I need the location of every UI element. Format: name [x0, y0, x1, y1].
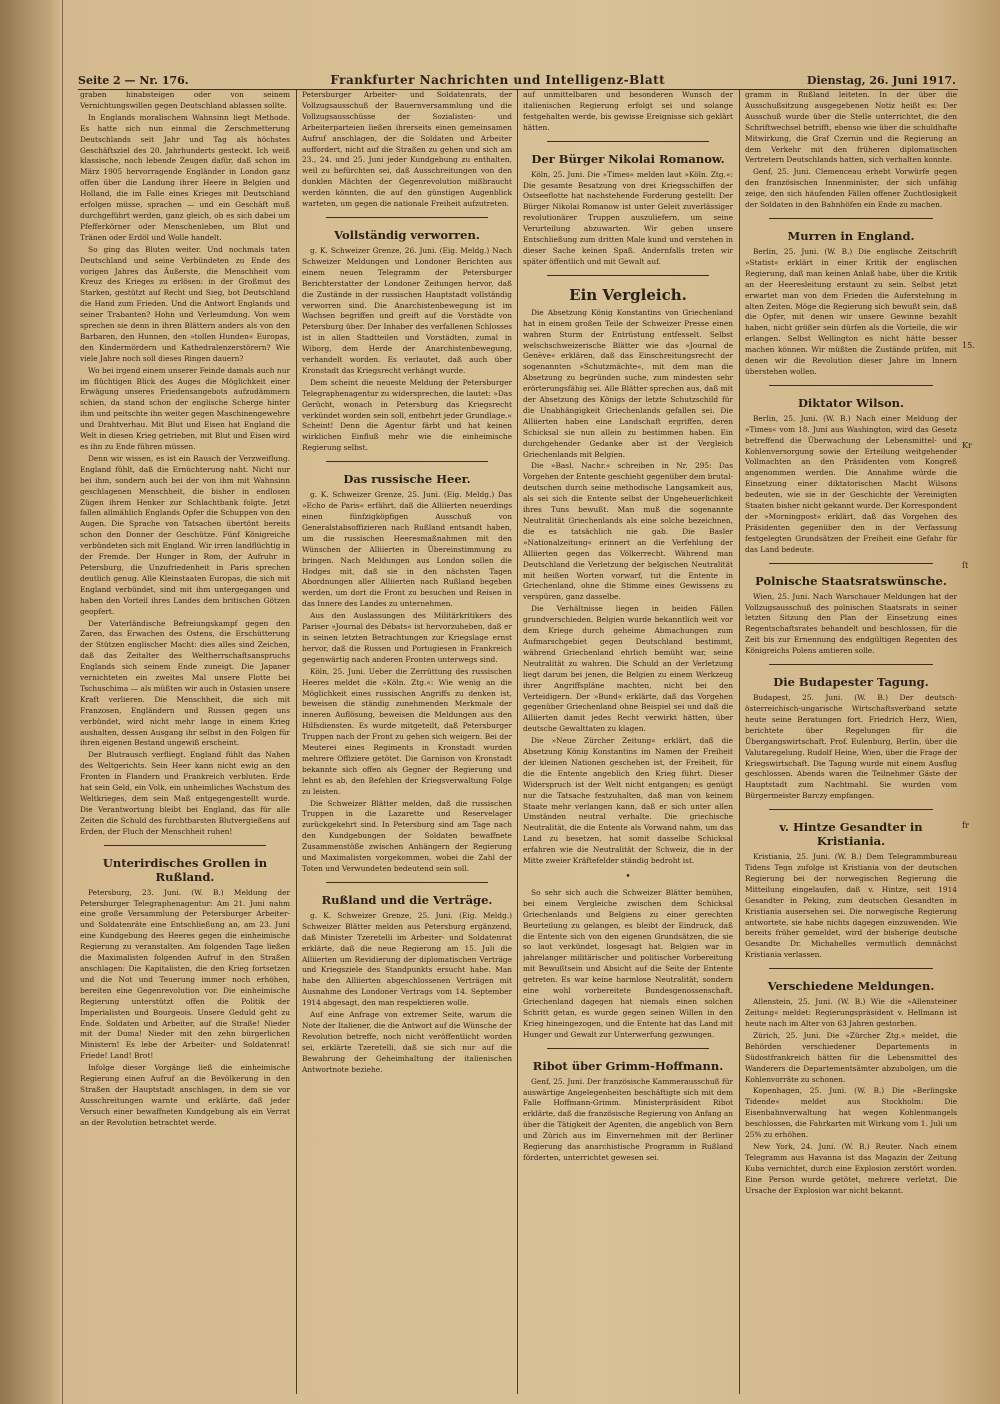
article-headline: Polnische Staatsratswünsche. [755, 573, 947, 588]
section-rule [769, 218, 933, 219]
article-headline: Der Bürger Nikolai Romanow. [531, 151, 725, 166]
article-headline: Verschiedene Meldungen. [767, 979, 935, 994]
paragraph: Aus den Auslassungen des Militärkritikers des Pariser »Journal des Débats« ist hervorzuheben, daß er in seinen letzten Betrachtungen zur Kriegslage ernst hervor, daß die Russen und Portugiesen in Frankreich gegenwärtig nach anderen Fronten unterwegs sind. [302, 611, 512, 664]
paragraph: auf unmittelbaren und besonderen Wunsch der italienischen Regierung erfolgt sei und solange festgehalten werde, bis gewisse Ereignisse sich geklärt hätten. [523, 90, 733, 132]
page-header [78, 70, 956, 90]
header-masthead: Frankfurter Nachrichten und Intelligenz-Blatt [330, 73, 666, 87]
section-rule [769, 385, 933, 386]
section-rule [547, 275, 709, 276]
paragraph: gramm in Rußland leiteten. In der über die Ausschußsitzung ausgegebenen Notiz heißt es: Der Ausschuß wurde über die Stelle unterrichtet, die den Schriftwechsel betrifft, ebenso wie über die schuldhafte Mitwirkung, die Graf Czernin und die Regierung an dem Verkehr mit den früheren diplomatischen Vertretern Deutschlands hatten, sich verhalten konnte. [745, 90, 957, 165]
column-separator [739, 90, 740, 1394]
paragraph: Kopenhagen, 25. Juni. (W. B.) Die »Berlingske Tidende« meldet aus Stockholm: Die Eisenbahnverwaltung hat wegen Kohlenmangels beschlossen, die Fahrkarten mit Wirkung vom 1. Juli um 25% zu erhöhen. [745, 1086, 957, 1140]
paragraph: Die Verhältnisse liegen in beiden Fällen grundverschieden. Belgien wurde bekanntlich weit vor dem Kriege durch geheime Abmachungen zum Aufmarschgebiet gegen Deutschland bestimmt, während Griechenland ehrlich bemüht war, seine Neutralität zu wahren. Die Schuld an der Verletzung liegt darum bei jenen, die Belgien zu einem Werkzeug ihrer Angriffspläne machten, nicht bei den Verteidigern. Der »Bund« erklärte, daß das Vorgehen gegenüber Griechenland ohne Beispiel sei und daß die Alliierten damit jedes Recht verwirkt hätten, über deutsche Gewalttaten zu klagen. [523, 604, 733, 734]
margin-fragment: ſt [962, 561, 969, 570]
section-rule [547, 1048, 709, 1049]
section-bullet: • [625, 872, 631, 882]
section-rule [769, 664, 933, 665]
paragraph: Die Schweizer Blätter melden, daß die russischen Truppen in die Lazarette und Reservelager zurückgekehrt sind. In Petersburg sind am Tage nach den Kundgebungen der Soldaten bewaffnete Zusammenstöße zwischen Anhängern der Regierung und Maximalisten vorgekommen, wobei die Zahl der Toten und Verwundeten bedeutend sein soll. [302, 798, 512, 873]
paragraph: Genf, 25. Juni. Clemenceau erhebt Vorwürfe gegen den französischen Innenminister, der sich unfähig zeige, den sich häufenden Fällen offener Zuchtlosigkeit der Soldaten in den Bahnhöfen ein Ende zu machen. [745, 167, 957, 210]
paragraph: So ging das Bluten weiter. Und nochmals taten Deutschland und seine Verbündeten zu Ende des vorigen Jahres das Äußerste, die Menschheit vom Kreuz des Krieges zu erlösen: in der Großmut des Starken, gestützt auf Recht und Sieg, bot Deutschland die Hand zum Frieden. Und die Antwort Englands und seiner Trabanten? Hohn und Verleumdung. Von wem sprechen sie denn in ihren Blättern anders als von den Barbaren, den Hunnen, den »tollen Hunden« Europas, den Kindermördern und Kathedralenzerstörern? Wie viele Jahre noch soll dieses Ringen dauern? [80, 244, 290, 363]
paragraph: Denn wir wissen, es ist ein Rausch der Verzweiflung. England fühlt, daß die Ernüchterung naht. Nicht nur bei ihm, sondern auch bei der von ihm mit Wahnsinn geschlagenen Menschheit, die bisher in endlosen Zügen ihrem Henker zur Schlachtbank folgte. Jetzt fallen allmählich Englands Opfer die Schuppen von den Augen. Die Sprache von Tatsachen übertönt bereits schon den Donner der Geschütze. Fünf Königreiche verbündeten sich mit England. Wir irren landflüchtig in der Fremde. Der Hunger in Rom, der Aufruhr in Petersburg, die Unzufriedenheit in Paris sprechen deutlich genug. Alle Kleinstaaten Europas, die sich mit England verbündet, sind mit ihm untergegangen und haben den Vorteil ihres Landes dem britischen Götzen geopfert. [80, 453, 290, 616]
book-binding [0, 0, 63, 1404]
paragraph: Der Vaterländische Befreiungskampf gegen den Zaren, das Erwachen des Ostens, die Erschütterung der Stützen englischer Macht: dies alles sind Zeichen, daß das Zeitalter des Weltherrschaftsanspruchs Englands sich seinem Ende zuneigt. Die Japaner vernichteten ein zweites Mal unsere Flotte bei Tschuschima — als müßten wir auch in Ostasien unsere Kraft verlieren. Die Menschheit, die sich mit Franzosen, Engländern und Russen gegen uns verbündet, wird nicht mehr lange in einem Krieg aushalten, dessen Ausgang ihr selbst in den Folgen für ihren eigenen Bestand ungewiß erscheint. [80, 618, 290, 748]
paragraph: Dem scheint die neueste Meldung der Petersburger Telegraphenagentur zu widersprechen, die lautet: »Das Gerücht, wonach in Petersburg das Kriegsrecht verkündet worden sein soll, entbehrt jeder Grundlage.« Scheint! Denn die Agentur färbt und hat keinen wirklichen Einfluß mehr wie die einheimische Regierung selbst. [302, 377, 512, 453]
paragraph: Allenstein, 25. Juni. (W. B.) Wie die »Allensteiner Zeitung« meldet: Regierungspräsident v. Hellmann ist heute nach im Alter von 63 Jahren gestorben. [745, 997, 957, 1028]
column-1 [80, 90, 290, 1396]
paragraph: graben hinabsteigen oder von seinem Vernichtungswillen gegen Deutschland ablassen sollte. [80, 90, 290, 110]
article-headline: Diktator Wilson. [797, 395, 905, 410]
article-headline: Ein Vergleich. [569, 285, 687, 304]
header-date: Dienstag, 26. Juni 1917. [806, 73, 956, 87]
header-page-number: Seite 2 — Nr. 176. [78, 73, 189, 87]
column-separator [517, 90, 518, 1394]
article-headline: Das russische Heer. [343, 472, 471, 487]
paragraph: Auf eine Anfrage von extremer Seite, warum die Note der Italiener, die die Antwort auf die Wünsche der Revolution betreffe, noch nicht veröffentlicht worden sei, erklärte Tzeretelli, daß sie sich nur auf die Bewahrung der Geheimhaltung der italienischen Antwortnote beziehe. [302, 1010, 512, 1074]
paragraph: Infolge dieser Vorgänge ließ die einheimische Regierung einen Aufruf an die Bevölkerung in den Straßen der Hauptstadt anschlagen, in dem sie vor Ausschreitungen warnte und erklärte, daß jeder Versuch einer bewaffneten Kundgebung als ein Verrat an der Revolution betrachtet werde. [80, 1063, 290, 1127]
article-headline: Ribot über Grimm-Hoffmann. [532, 1058, 724, 1073]
paragraph: Wien, 25. Juni. Nach Warschauer Meldungen hat der Vollzugsausschuß des polnischen Staatsrats in seiner letzten Sitzung den Plan der Einsetzung eines Regentschaftsrates behandelt und beschlossen, für die Zeit bis zur Ernennung des endgültigen Regenten des Königreichs Polens amtieren solle. [745, 591, 957, 656]
paragraph: Die Absetzung König Konstantins von Griechenland hat in einem großen Teile der Schweizer Presse einen wahren Sturm der Entrüstung entfesselt. Selbst welschschweizerische Blätter wie das »Journal de Genève« erklären, daß das Einschreitungsrecht der sogenannten »Schutzmächte«, mit dem man die Absetzung zu begründen suche, zum mindesten sehr erörterungsfähig sei. Alle Blätter sprechen aus, daß mit der Absetzung des Königs der letzte Schutzschild für die Unabhängigkeit Griechenlands gefallen sei. Die Alliierten haben eine Landschaft ergriffen, deren Schicksal sie nun allein zu bestimmen haben. Ein durchgehender Gedanke aber ist der Vergleich Griechenlands mit Belgien. [523, 307, 733, 459]
column-4 [745, 90, 957, 1396]
column-3 [523, 90, 733, 1396]
article-headline: Vollständig verworren. [334, 227, 480, 242]
paragraph: Budapest, 25. Juni. (W. B.) Der deutsch-österreichisch-ungarische Wirtschaftsverband setzte heute seine Beratungen fort. Friedrich Herz, Wien, berichtete über Regelungen für die Übergangswirtschaft. Prof. Eulenburg, Berlin, über die Valutaregelung. Rudolf Heine, Wien, über die Frage der Kriegswirtschaft. Die Tagung wurde mit einem Ausflug geschlossen. Abends waren die Teilnehmer Gäste der Hauptstadt zum Nachtmahl. Sie wurden vom Bürgermeister Barczy empfangen. [745, 693, 957, 801]
section-rule [326, 217, 488, 218]
column-separator [296, 90, 297, 1394]
article-headline: Murren in England. [787, 228, 915, 243]
section-rule [104, 845, 266, 846]
paragraph: New York, 24. Juni. (W. B.) Reuter. Nach einem Telegramm aus Havanna ist das Magazin der Zeitung Kuba vernichtet, durch eine Explosion zerstört worden. Eine Person wurde getötet, mehrere verletzt. Die Ursache der Explosion war nicht bekannt. [745, 1141, 957, 1195]
paragraph: Berlin, 25. Juni. (W. B.) Nach einer Meldung der »Times« vom 18. Juni aus Washington, wird das Gesetz betreffend die Überwachung der Lebensmittel- und Kohlenversorgung sowie der Erteilung weitgehender Vollmachten an den Präsidenten vom Kongreß angenommen werden. Die Annahme würde die Einsetzung einer diktatorischen Macht Wilsons bedeuten, wie sie in der Geschichte der Vereinigten Staaten bisher nicht gekannt wurde. Der Korrespondent der »Morningpost« erklärt, daß das Vorgehen des Präsidenten gegenüber den in der Verfassung festgelegten Grundsätzen der Freiheit eine Gefahr für das Land bedeute. [745, 413, 957, 554]
paragraph: So sehr sich auch die Schweizer Blätter bemühen, bei einem Vergleiche zwischen dem Schicksal Griechenlands und Belgiens zu einer gerechten Beurteilung zu gelangen, es bleibt der Eindruck, daß die Entente sich von den eigenen Grundsätzen, die sie so laut verkündet, losgesagt hat. Belgien war in jahrelanger militärischer und politischer Vorbereitung mit Bewußtsein und Absicht auf die Seite der Entente getreten. Es war keine harmlose Neutralität, sondern eine wohl vorbereitete Bundesgenossenschaft. Griechenland dagegen hat niemals einen solchen Schritt getan, es wurde gegen seinen Willen in den Krieg hineingezogen, und die Entente hat das Land mit Hunger und Gewalt zur Unterwerfung gezwungen. [523, 887, 733, 1039]
column-2 [302, 90, 512, 1396]
paragraph: In Englands moralischem Wahnsinn liegt Methode. Es hatte sich nun einmal die Zerschmetterung Deutschlands seit Jahr und Tag als höchstes Geschäftsziel des 20. Jahrhunderts gesteckt. Ich weiß klassische, noch lebende Zeugen dafür, daß schon im März 1905 hervorragende Engländer in London ganz offen über die Landung ihrer Heere in Belgien und Holland, die im Falle eines Krieges mit Deutschland erfolgen müsse, sprachen — und ein Geschäft muß durchgeführt werden, ganz gleich, ob es sich dabei um Pfefferkörner oder Menschenleben, um Blut und Tränen oder Erdöl und Wolle handelt. [80, 112, 290, 242]
paragraph: Petersburger Arbeiter- und Soldatenrats, der Vollzugsausschuß der Bauernversammlung und die Vollzugsausschüsse der Sozialisten- und Arbeiterparteien ließen ihrerseits einen gemeinsamen Aufruf anschlagen, der die Soldaten und Arbeiter auffordert, nicht auf die Straßen zu gehen und sich am 23., 24. und 25. Juni jeder Kundgebung zu enthalten, weil zu befürchten sei, daß Ausschreitungen von den dunklen Mächten der Gegenrevolution mißbraucht werden könnten, die auf den günstigen Augenblick warteten, um gegen die nationale Freiheit aufzutreten. [302, 90, 512, 209]
paragraph: Berlin, 25. Juni. (W. B.) Die englische Zeitschrift »Statist« erklärt in einer Kritik der englischen Regierung, daß man keinen Anlaß habe, über die Kritik an der Heeresleitung erstaunt zu sein. Selbst jetzt erwartet man von dem Frieden die Auferstehung in alten Zeiten. Möge die Regierung sich bewußt sein, daß die Opfer, mit denen wir unsere Gewinne bezahlt haben, nicht größer sein dürfen als die Vorteile, die wir erlangen. Selbst Wellington es nicht hätte besser machen können. Wir müßten die Zustände prüfen, mit denen wir die Revolution dieser Jahre im Innern überstehen wollen. [745, 246, 957, 376]
section-rule [769, 968, 933, 969]
paragraph: Genf, 25. Juni. Der französische Kammerausschuß für auswärtige Angelegenheiten beschäftigte sich mit dem Falle Hoffmann-Grimm. Ministerpräsident Ribot erklärte, daß die französische Regierung von Anfang an über die Tätigkeit der Agenten, die angeblich von Bern und Zürich aus im Einvernehmen mit der Berliner Regierung das anarchistische Programm in Rußland förderten, unterrichtet gewesen sei. [523, 1076, 733, 1162]
section-rule [769, 809, 933, 810]
margin-fragment: Kr [962, 441, 972, 450]
section-rule [326, 461, 488, 462]
paragraph: g. K. Schweizer Grenze, 25. Juni. (Eig. Meldg.) Das »Echo de Paris« erfährt, daß die Alliierten neuerdings einen fünfzigköpfigen Ausschuß von Generalstabsoffizieren nach Rußland entsandt haben, um die russischen Heeresmaßnahmen mit den Wünschen der Alliierten in Übereinstimmung zu bringen. Nach Meldungen aus London sollen die Hodges mit, daß sie in den nächsten Tagen Abordnungen aller Alliierten nach Rußland begeben werden, um dort die Front zu besuchen und Reisen in das Innere des Landes zu unternehmen. [302, 490, 512, 609]
article-headline: v. Hintze Gesandter in Kristiania. [779, 820, 923, 849]
section-rule [769, 563, 933, 564]
paragraph: Kristiania, 25. Juni. (W. B.) Dem Telegrammbureau Tidens Tegn zufolge ist Kristiania von der deutschen Regierung bei der norwegischen Regierung die Mitteilung eingelaufen, daß v. Hintze, seit 1914 Gesandter in Peking, zum deutschen Gesandten in Kristiania ausersehen sei. Die norwegische Regierung antwortete, sie habe nichts dagegen einzuwenden. Wie bereits früher gemeldet, wird der bisherige deutsche Gesandte Dr. Michahelles vermutlich demnächst Kristiania verlassen. [745, 852, 957, 960]
article-headline: Rußland und die Verträge. [321, 892, 493, 907]
paragraph: Petersburg, 23. Juni. (W. B.) Meldung der Petersburger Telegraphenagentur: Am 21. Juni nahm eine große Versammlung der Petersburger Arbeiter- und Soldatenräte eine Entschließung an, am 23. Juni eine Kundgebung des Heeres gegen die einheimische Regierung zu veranstalten. Am folgenden Tage ließen die Maximalisten folgenden Aufruf in den Straßen anschlagen: Die Kapitalisten, die den Krieg fortsetzen und die Not und Teuerung immer noch erhöhen, bereiten eine Gegenrevolution vor. Die einheimische Regierung unterstützt offen die Politik der Imperialisten und Bourgeois. Unsere Geduld geht zu Ende. Soldaten und Arbeiter, auf die Straße! Nieder mit der Duma! Nieder mit den zehn bürgerlichen Ministern! Es lebe der Arbeiter- und Soldatenrat! Friede! Land! Brot! [80, 887, 290, 1061]
margin-fragment: fr [962, 821, 969, 830]
paragraph: Köln, 25. Juni. Ueber die Zerrüttung des russischen Heeres meldet die »Köln. Ztg.«: Wie wenig an die Möglichkeit eines russischen Angriffs zu denken ist, beweisen die ständig zunehmenden Merkmale der inneren Auflösung, beweisen die Meldungen aus den Hilfsdiensten. Es wurde mitgeteilt, daß Petersburger Truppen nach der Front zu gehen sich weigern. Bei der Meuterei eines Regiments in Kronstadt wurden mehrere Offiziere getötet. Die Garnison von Kronstadt bekannte sich offen als Gegner der Regierung und lehnt es ab, den Befehlen der Kriegsverwaltung Folge zu leisten. [302, 666, 512, 796]
paragraph: Zürich, 25. Juni. Die »Zürcher Ztg.« meldet, die Behörden verschiedener Departements in Südostfrankreich hätten für die Lebensmittel des Wanderers die Departementsämter abzubolgen, um die Kohlenvorräte zu schonen. [745, 1030, 957, 1084]
margin-fragment: 15. [962, 341, 975, 350]
section-rule [547, 141, 709, 142]
paragraph: Köln, 25. Juni. Die »Times« melden laut »Köln. Ztg.«: Die gesamte Besatzung von drei Kriegsschiffen der Ostseeflotte hat nachstehende Forderung gestellt: Der Bürger Nikolai Romanow ist unter Geleit zuverlässiger revolutionärer Truppen auszuliefern, um seine Verurteilung abzuwarten. Wir geben unsere Entschließung zum dritten Male kund und verstehen in dieser Sache keinen Spaß. Andernfalls treten wir später öffentlich und mit Gewalt auf. [523, 169, 733, 266]
paragraph: Der Blutrausch verfliegt. England fühlt das Nahen des Weltgerichts. Sein Heer kann nicht ewig an den Fronten in Flandern und Frankreich verbluten. Erde hat sein Geld, ein Volk, ein unheimliches Wachstum des Weltkrieges, dem sein Maß entgegengestellt wurde. Die Verantwortung bleibt bei England, das für alle Zeiten die Schuld des furchtbarsten Blutvergießens auf Erden, der Fluch der Menschheit ruhen! [80, 750, 290, 836]
article-headline: Die Budapester Tagung. [773, 675, 929, 690]
paragraph: Die »Basl. Nachr.« schreiben in Nr. 295: Das Vorgehen der Entente geschieht gegenüber dem brutal-deutschen durch seine methodische Langsamkeit aus, als sei sich die Entente selbst der Ungeheuerlichkeit ihres Tuns bewußt. Man muß die sogenannte Neutralität Griechenlands als eine solche bezeichnen, die es tatsächlich nie gab. Die Basler »Nationalzeitung« erinnert an die Verfehlung der Alliierten gegen das Völkerrecht. Während man Deutschland die Verletzung der belgischen Neutralität mit heißen Worten vorwarf, tut die Entente in Griechenland, ohne die Stimme eines Gewissens zu verspüren, ganz dasselbe. [523, 461, 733, 602]
paragraph: g. K. Schweizer Grenze, 25. Juni. (Eig. Meldg.) Schweizer Blätter melden aus Petersburg ergänzend, daß Minister Tzeretelli im Arbeiter- und Soldatenrat erklärte, daß die neue Regierung am 15. Juli die Alliierten um Revidierung der diplomatischen Verträge und Kriegsziele des Standpunkts ersucht habe. Man habe den Alliierten abgeschlossenen Verträgen mit Ausnahme des Londoner Vertrags vom 14. September 1914 abgesagt, den man respektieren wolle. [302, 910, 512, 1008]
paragraph: g. K. Schweizer Grenze, 26. Juni. (Eig. Meldg.) Nach Schweizer Meldungen und Londoner Berichten aus einem neuen Telegramm der Petersburger Berichterstatter der Londoner Zeitungen hervor, daß die Zustände in der russischen Hauptstadt vollständig verworren sind. Die Anarchistenbewegung ist im Wachsen begriffen und greift auf die Vorstädte von Petersburg über. Der Inhaber des verfallenen Schlosses ist in allen Stadtteilen und Vorstädten, zumal in Wiborg, dem Herde der Anarchistenbewegung, verhandelt worden. Es verlautet, daß auch über Kronstadt das Kriegsrecht verhängt wurde. [302, 245, 512, 375]
section-rule [326, 882, 488, 883]
paragraph: Wo bei irgend einem unserer Feinde damals auch nur im flüchtigen Blick des Auges die Möglichkeit einer Erwägung unseres Friedensangebots aufzudämmern schien, da stand schon der englische Scherge hinter ihm und peitschte ihn weiter gegen Maschinengewehre und Drahtverhau. Mit Blut und Eisen hat England die Welt in diesen Krieg getrieben, mit Blut und Eisen wird es ihn zu Ende führen müssen. [80, 365, 290, 451]
paragraph: Die »Neue Zürcher Zeitung« erklärt, daß die Absetzung König Konstantins im Namen der Freiheit der kleinen Nationen geschehen ist, der Freiheit, für die die Entente angeblich den Krieg führt. Dieser Widerspruch ist der Welt nicht entgangen; es genügt nur die Tatsache festzuhalten, daß man von keinem Staate mehr verlangen kann, daß er sich unter allen Umständen neutral verhalte. Die griechische Neutralität, die die Entente als Vorwand nahm, um das Land zu besetzen, hat somit dasselbe Schicksal erfahren wie die Neutralität der Schweiz, die in der Mitte zweier Kräftefelder ständig bedroht ist. [523, 736, 733, 866]
article-headline: Unterirdisches Grollen in Rußland. [102, 855, 268, 884]
